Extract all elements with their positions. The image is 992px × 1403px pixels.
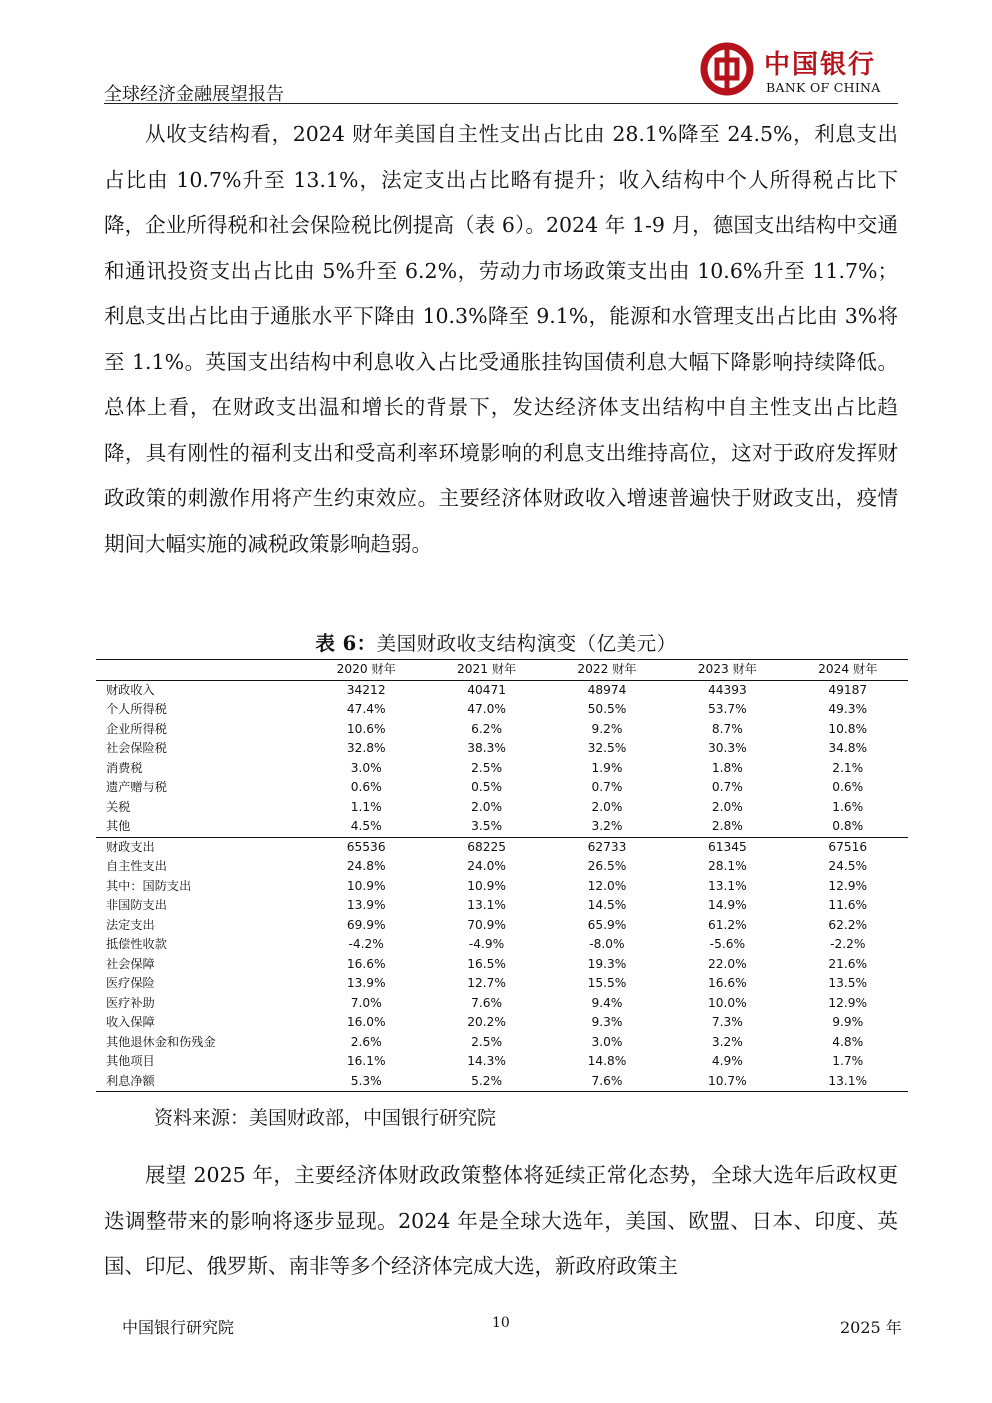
- header-divider: [104, 103, 898, 104]
- table-cell: -8.0%: [589, 937, 625, 951]
- table-cell: 22.0%: [708, 956, 747, 971]
- row-label: 社会保险税: [106, 741, 167, 755]
- table-cell: 10.7%: [667, 1072, 787, 1092]
- row-label: 自主性支出: [106, 859, 167, 873]
- table-row: [96, 896, 908, 916]
- table-cell: 3.0%: [350, 760, 382, 775]
- table-cell: 21.6%: [828, 956, 868, 971]
- table-row: [96, 1013, 908, 1033]
- table-cell: 16.0%: [346, 1015, 386, 1029]
- table-cell: 4.9%: [711, 1054, 743, 1068]
- column-header: 2020 财年: [306, 660, 426, 681]
- table-cell: -5.6%: [709, 937, 746, 951]
- table-row: [96, 916, 908, 936]
- logo-chinese-name: 中国银行: [764, 50, 877, 80]
- table-title: 美国财政收支结构演变（亿美元）: [376, 632, 677, 655]
- table-cell: 14.9%: [708, 898, 747, 912]
- table-cell: 68225: [426, 837, 546, 857]
- row-label: 法定支出: [106, 917, 155, 932]
- table-row: [96, 700, 908, 720]
- table-cell: 47.4%: [346, 702, 386, 716]
- table-cell: 10.8%: [828, 721, 868, 736]
- table-cell: 13.1%: [788, 1072, 908, 1092]
- row-label: 收入保障: [106, 1015, 155, 1029]
- table-cell: 12.9%: [828, 995, 868, 1010]
- table-cell: 15.5%: [587, 976, 627, 990]
- table-row: [96, 798, 908, 818]
- row-label: 利息净额: [96, 1072, 306, 1092]
- table-cell: 7.6%: [471, 995, 503, 1010]
- table-row: [96, 837, 908, 857]
- table-row: [96, 955, 908, 975]
- table-row: [96, 778, 908, 798]
- table-cell: 2.6%: [350, 1034, 382, 1049]
- table-cell: 2.0%: [591, 799, 623, 814]
- table-cell: 49.3%: [828, 702, 868, 716]
- table-cell: 5.2%: [426, 1072, 546, 1092]
- table-cell: 32.8%: [346, 741, 386, 755]
- table-cell: 10.6%: [346, 721, 386, 736]
- table-source-note: 资料来源：美国财政部，中国银行研究院: [154, 1107, 497, 1129]
- table-cell: 7.0%: [350, 995, 382, 1010]
- table-row: [96, 680, 908, 700]
- column-header: 2021 财年: [426, 660, 546, 681]
- table-cell: 20.2%: [467, 1015, 506, 1029]
- table-row: [96, 935, 908, 955]
- table-cell: 3.5%: [471, 819, 503, 833]
- table-row: [96, 877, 908, 897]
- row-label: 个人所得税: [106, 702, 167, 716]
- table-cell: 61.2%: [708, 917, 747, 932]
- table-row: [96, 994, 908, 1014]
- table-cell: 9.2%: [591, 721, 623, 736]
- table-cell: 2.1%: [832, 760, 864, 775]
- table-cell: 11.6%: [828, 898, 868, 912]
- table-cell: 10.9%: [346, 878, 386, 893]
- row-label: 抵偿性收款: [106, 937, 167, 951]
- table-cell: 16.5%: [467, 956, 506, 971]
- column-header: [96, 660, 306, 681]
- table-cell: 34212: [346, 682, 386, 697]
- table-cell: 26.5%: [587, 859, 627, 873]
- table-cell: 16.6%: [708, 976, 747, 990]
- table-cell: 50.5%: [587, 702, 627, 716]
- table-cell: 12.0%: [587, 878, 627, 893]
- table-cell: 9.3%: [591, 1015, 623, 1029]
- row-label: 关税: [106, 799, 131, 814]
- body-paragraph-structure: 从收支结构看，2024 财年美国自主性支出占比由 28.1%降至 24.5%，利息支出占比由 10.7%升至 13.1%，法定支出占比略有提升；收入结构中个人所得税占比下降，企业所得税和社会保险税比例提高（表 6）。2024 年 1-9 月，德国支出结构中交通和通讯投资支出占比由 5%升至 6.2%，劳动力市场政策支出由 10.6%升至 11.7%；利息支出占比由于通胀水平下降由 10.3%降至 9.1%，能源和水管理支出占比由 3%将至 1.1%。英国支出结构中利息收入占比受通胀挂钩国债利息大幅下降影响持续降低。总体上看，在财政支出温和增长的背景下，发达经济体支出结构中自主性支出占比趋降，具有刚性的福利支出和受高利率环境影响的利息支出维持高位，这对于政府发挥财政政策的刺激作用将产生约束效应。主要经济体财政收入增速普遍快于财政支出，疫情期间大幅实施的减税政策影响趋弱。: [104, 122, 898, 556]
- table-cell: 61345: [667, 837, 787, 857]
- table-cell: 10.9%: [467, 878, 506, 893]
- table-row: [96, 1033, 908, 1053]
- row-label: 财政支出: [96, 837, 306, 857]
- table-cell: 24.8%: [346, 859, 386, 873]
- table-cell: 4.8%: [832, 1034, 864, 1049]
- table-cell: -2.2%: [830, 937, 866, 951]
- row-label: 企业所得税: [106, 721, 167, 736]
- table-cell: 7.6%: [547, 1072, 667, 1092]
- table-cell: 13.1%: [708, 878, 747, 893]
- table-caption: [0, 628, 992, 656]
- table-cell: 14.3%: [467, 1054, 506, 1068]
- column-header: 2022 财年: [547, 660, 667, 681]
- table-cell: 16.6%: [346, 956, 386, 971]
- table-row: [96, 720, 908, 740]
- table-cell: 13.9%: [346, 976, 386, 990]
- table-row: [96, 1072, 908, 1092]
- table-cell: 5.3%: [306, 1072, 426, 1092]
- table-cell: 16.1%: [346, 1054, 386, 1068]
- table-cell: 28.1%: [708, 859, 747, 873]
- table-cell: 3.0%: [591, 1034, 623, 1049]
- table-cell: 65.9%: [587, 917, 627, 932]
- table-cell: 8.7%: [711, 721, 743, 736]
- table-cell: 4.5%: [350, 819, 382, 833]
- row-label: 社会保障: [106, 956, 155, 971]
- table-cell: 3.2%: [591, 819, 623, 833]
- table-cell: 0.8%: [832, 819, 864, 833]
- table-cell: 7.3%: [711, 1015, 743, 1029]
- table-cell: 32.5%: [587, 741, 627, 755]
- table-cell: 65536: [306, 837, 426, 857]
- table-cell: 10.0%: [708, 995, 747, 1010]
- bank-logo: [700, 42, 900, 102]
- table-cell: 3.2%: [711, 1034, 743, 1049]
- logo-english-name: BANK OF CHINA: [766, 80, 881, 95]
- fiscal-structure-table-container: [96, 659, 908, 1092]
- table-cell: 62.2%: [828, 917, 868, 932]
- table-cell: 13.5%: [828, 976, 868, 990]
- table-header-row: [96, 660, 908, 681]
- row-label: 其他: [106, 819, 131, 833]
- footer-year: 2025 年: [840, 1318, 902, 1337]
- table-row: [96, 974, 908, 994]
- table-cell: 34.8%: [828, 741, 868, 755]
- row-label: 其他退休金和伤残金: [106, 1034, 216, 1049]
- row-label: 遗产赠与税: [106, 780, 167, 794]
- page-number: 10: [492, 1315, 510, 1331]
- table-cell: 1.9%: [591, 760, 623, 775]
- table-cell: 44393: [707, 682, 747, 697]
- table-cell: 2.5%: [471, 760, 503, 775]
- table-cell: -4.9%: [468, 937, 505, 951]
- table-cell: 62733: [547, 837, 667, 857]
- row-label: 医疗保险: [106, 976, 155, 990]
- table-cell: 0.6%: [832, 780, 864, 794]
- table-cell: 6.2%: [471, 721, 503, 736]
- table-cell: 24.0%: [467, 859, 506, 873]
- table-cell: 67516: [788, 837, 908, 857]
- table-cell: 13.1%: [467, 898, 506, 912]
- table-cell: 30.3%: [708, 741, 747, 755]
- bank-of-china-emblem-icon: [700, 42, 754, 96]
- row-label: 医疗补助: [106, 995, 155, 1010]
- column-header: 2024 财年: [788, 660, 908, 681]
- table-cell: 19.3%: [587, 956, 627, 971]
- table-cell: 49187: [828, 682, 868, 697]
- table-cell: 53.7%: [708, 702, 747, 716]
- table-cell: 0.7%: [711, 780, 743, 794]
- fiscal-structure-table: [96, 659, 908, 1092]
- body-paragraph-outlook: 展望 2025 年，主要经济体财政政策整体将延续正常化态势，全球大选年后政权更迭调整带来的影响将逐步显现。2024 年是全球大选年，美国、欧盟、日本、印度、英国、印尼、俄罗斯、南非等多个经济体完成大选，新政府政策主: [104, 1163, 898, 1278]
- table-cell: 1.6%: [832, 799, 864, 814]
- table-cell: 1.7%: [832, 1054, 864, 1068]
- table-cell: -4.2%: [348, 937, 384, 951]
- table-cell: 1.8%: [711, 760, 743, 775]
- table-cell: 47.0%: [467, 702, 506, 716]
- table-row: [96, 759, 908, 779]
- table-cell: 9.9%: [832, 1015, 864, 1029]
- footer-institution: 中国银行研究院: [122, 1318, 235, 1337]
- table-cell: 38.3%: [467, 741, 506, 755]
- table-cell: 69.9%: [346, 917, 386, 932]
- row-label: 其他项目: [106, 1054, 155, 1068]
- table-cell: 40471: [467, 682, 506, 697]
- table-row: [96, 857, 908, 877]
- table-cell: 2.0%: [471, 799, 503, 814]
- table-row: [96, 739, 908, 759]
- table-cell: 48974: [587, 682, 627, 697]
- row-label: 财政收入: [106, 682, 155, 697]
- table-cell: 1.1%: [350, 799, 382, 814]
- table-number: 表 6：: [315, 632, 377, 655]
- column-header: 2023 财年: [667, 660, 787, 681]
- report-title: 全球经济金融展望报告: [104, 84, 284, 105]
- row-label: 非国防支出: [106, 898, 167, 912]
- table-cell: 0.7%: [591, 780, 623, 794]
- table-cell: 24.5%: [828, 859, 868, 873]
- table-cell: 0.6%: [350, 780, 382, 794]
- table-cell: 2.5%: [471, 1034, 503, 1049]
- row-label: 消费税: [106, 760, 143, 775]
- table-cell: 12.7%: [467, 976, 506, 990]
- table-cell: 13.9%: [346, 898, 386, 912]
- table-cell: 9.4%: [591, 995, 623, 1010]
- table-row: [96, 817, 908, 837]
- table-cell: 0.5%: [471, 780, 503, 794]
- row-label: 其中：国防支出: [106, 878, 192, 893]
- table-cell: 2.0%: [711, 799, 743, 814]
- table-row: [96, 1052, 908, 1072]
- table-cell: 14.5%: [587, 898, 627, 912]
- table-cell: 2.8%: [711, 819, 743, 833]
- table-cell: 70.9%: [467, 917, 506, 932]
- table-cell: 12.9%: [828, 878, 868, 893]
- table-cell: 14.8%: [587, 1054, 627, 1068]
